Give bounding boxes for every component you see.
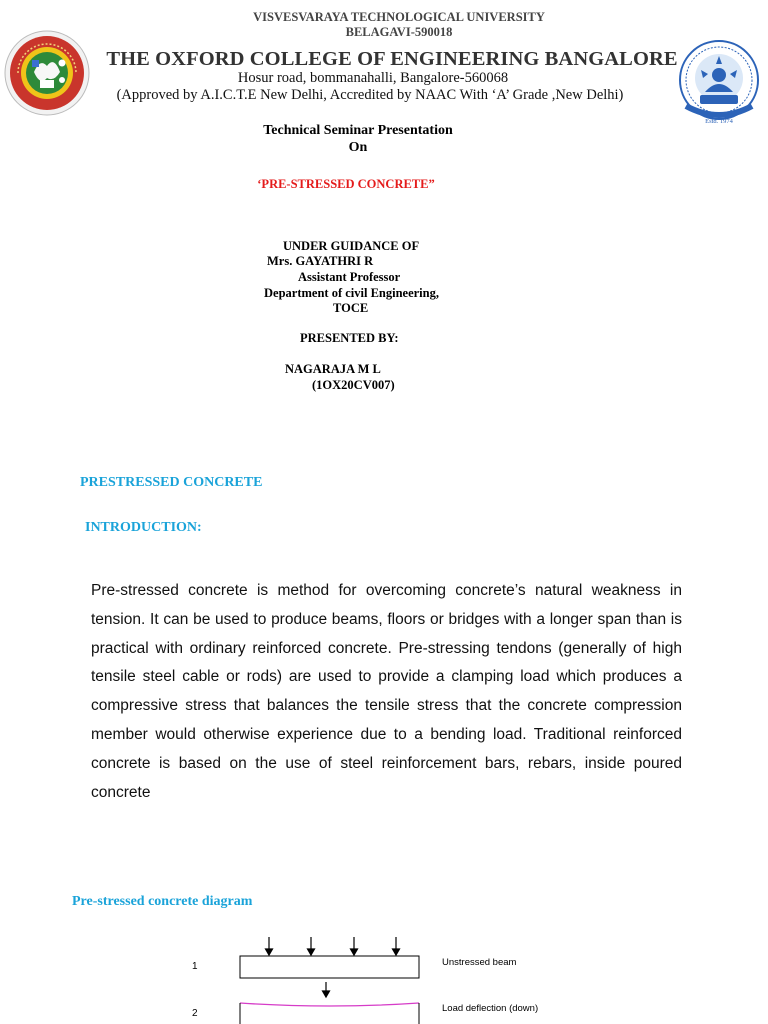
college-name-wrapper (0, 48, 768, 71)
diagram-title: Pre-stressed concrete diagram (72, 894, 253, 909)
guidance-heading: UNDER GUIDANCE OF (283, 239, 420, 253)
unstressed-beam (240, 956, 419, 978)
college-approval: (Approved by A.I.C.T.E New Delhi, Accredited by NAAC With ‘A’ Grade ,New Delhi) (116, 87, 624, 103)
intro-heading: INTRODUCTION: (85, 520, 202, 535)
university-header (0, 10, 768, 40)
prestressed-diagram (180, 930, 560, 1024)
diagram-row2-number: 2 (192, 1008, 198, 1019)
society-logo (676, 40, 762, 126)
college-name: THE OXFORD COLLEGE OF ENGINEERING BANGALORE (106, 48, 678, 70)
seminar-topic: ‘PRE-STRESSED CONCRETE” (257, 177, 435, 191)
seminar-line2: On (348, 140, 368, 155)
university-city: BELAGAVI-590018 (345, 25, 453, 39)
guide-institute: TOCE (333, 301, 369, 315)
load-arrows (266, 937, 400, 955)
section-title: PRESTRESSED CONCRETE (80, 475, 263, 490)
diagram-row1-number: 1 (192, 961, 198, 972)
estd-label: Estd. 1974 (705, 118, 733, 125)
intro-paragraph: Pre-stressed concrete is method for overcoming concrete’s natural weakness in tension. It can be used to produce beams, floors or bridges with a longer span than is practical with ordinary reinforced concrete. Pre-stressing tendons (generally of high tensile steel cable or rods) are used to provide a clamping load which produces a compressive stress that balances the tensile stress that the concrete compression member would otherwise experience due to a bending load. Traditional reinforced concrete is based on the use of steel reinforcement bars, rebars, inside poured concrete (91, 582, 682, 801)
seminar-title (0, 122, 716, 156)
diagram-row1-label: Unstressed beam (442, 957, 517, 968)
deflection-arrow (323, 982, 330, 997)
university-name: VISVESVARAYA TECHNOLOGICAL UNIVERSITY (253, 10, 545, 24)
college-address: Hosur road, bommanahalli, Bangalore-560068 (237, 70, 509, 86)
presenter-usn: (1OX20CV007) (312, 378, 395, 392)
presenter-name: NAGARAJA M L (285, 362, 381, 376)
diagram-row2-label: Load deflection (down) (442, 1003, 539, 1014)
guide-name: Mrs. GAYATHRI R (267, 254, 374, 268)
presenter-heading: PRESENTED BY: (300, 331, 399, 345)
guide-department: Department of civil Engineering, (264, 286, 439, 300)
deflected-beam-top (240, 1003, 419, 1006)
guide-designation: Assistant Professor (298, 270, 401, 284)
seminar-line1: Technical Seminar Presentation (263, 123, 453, 138)
